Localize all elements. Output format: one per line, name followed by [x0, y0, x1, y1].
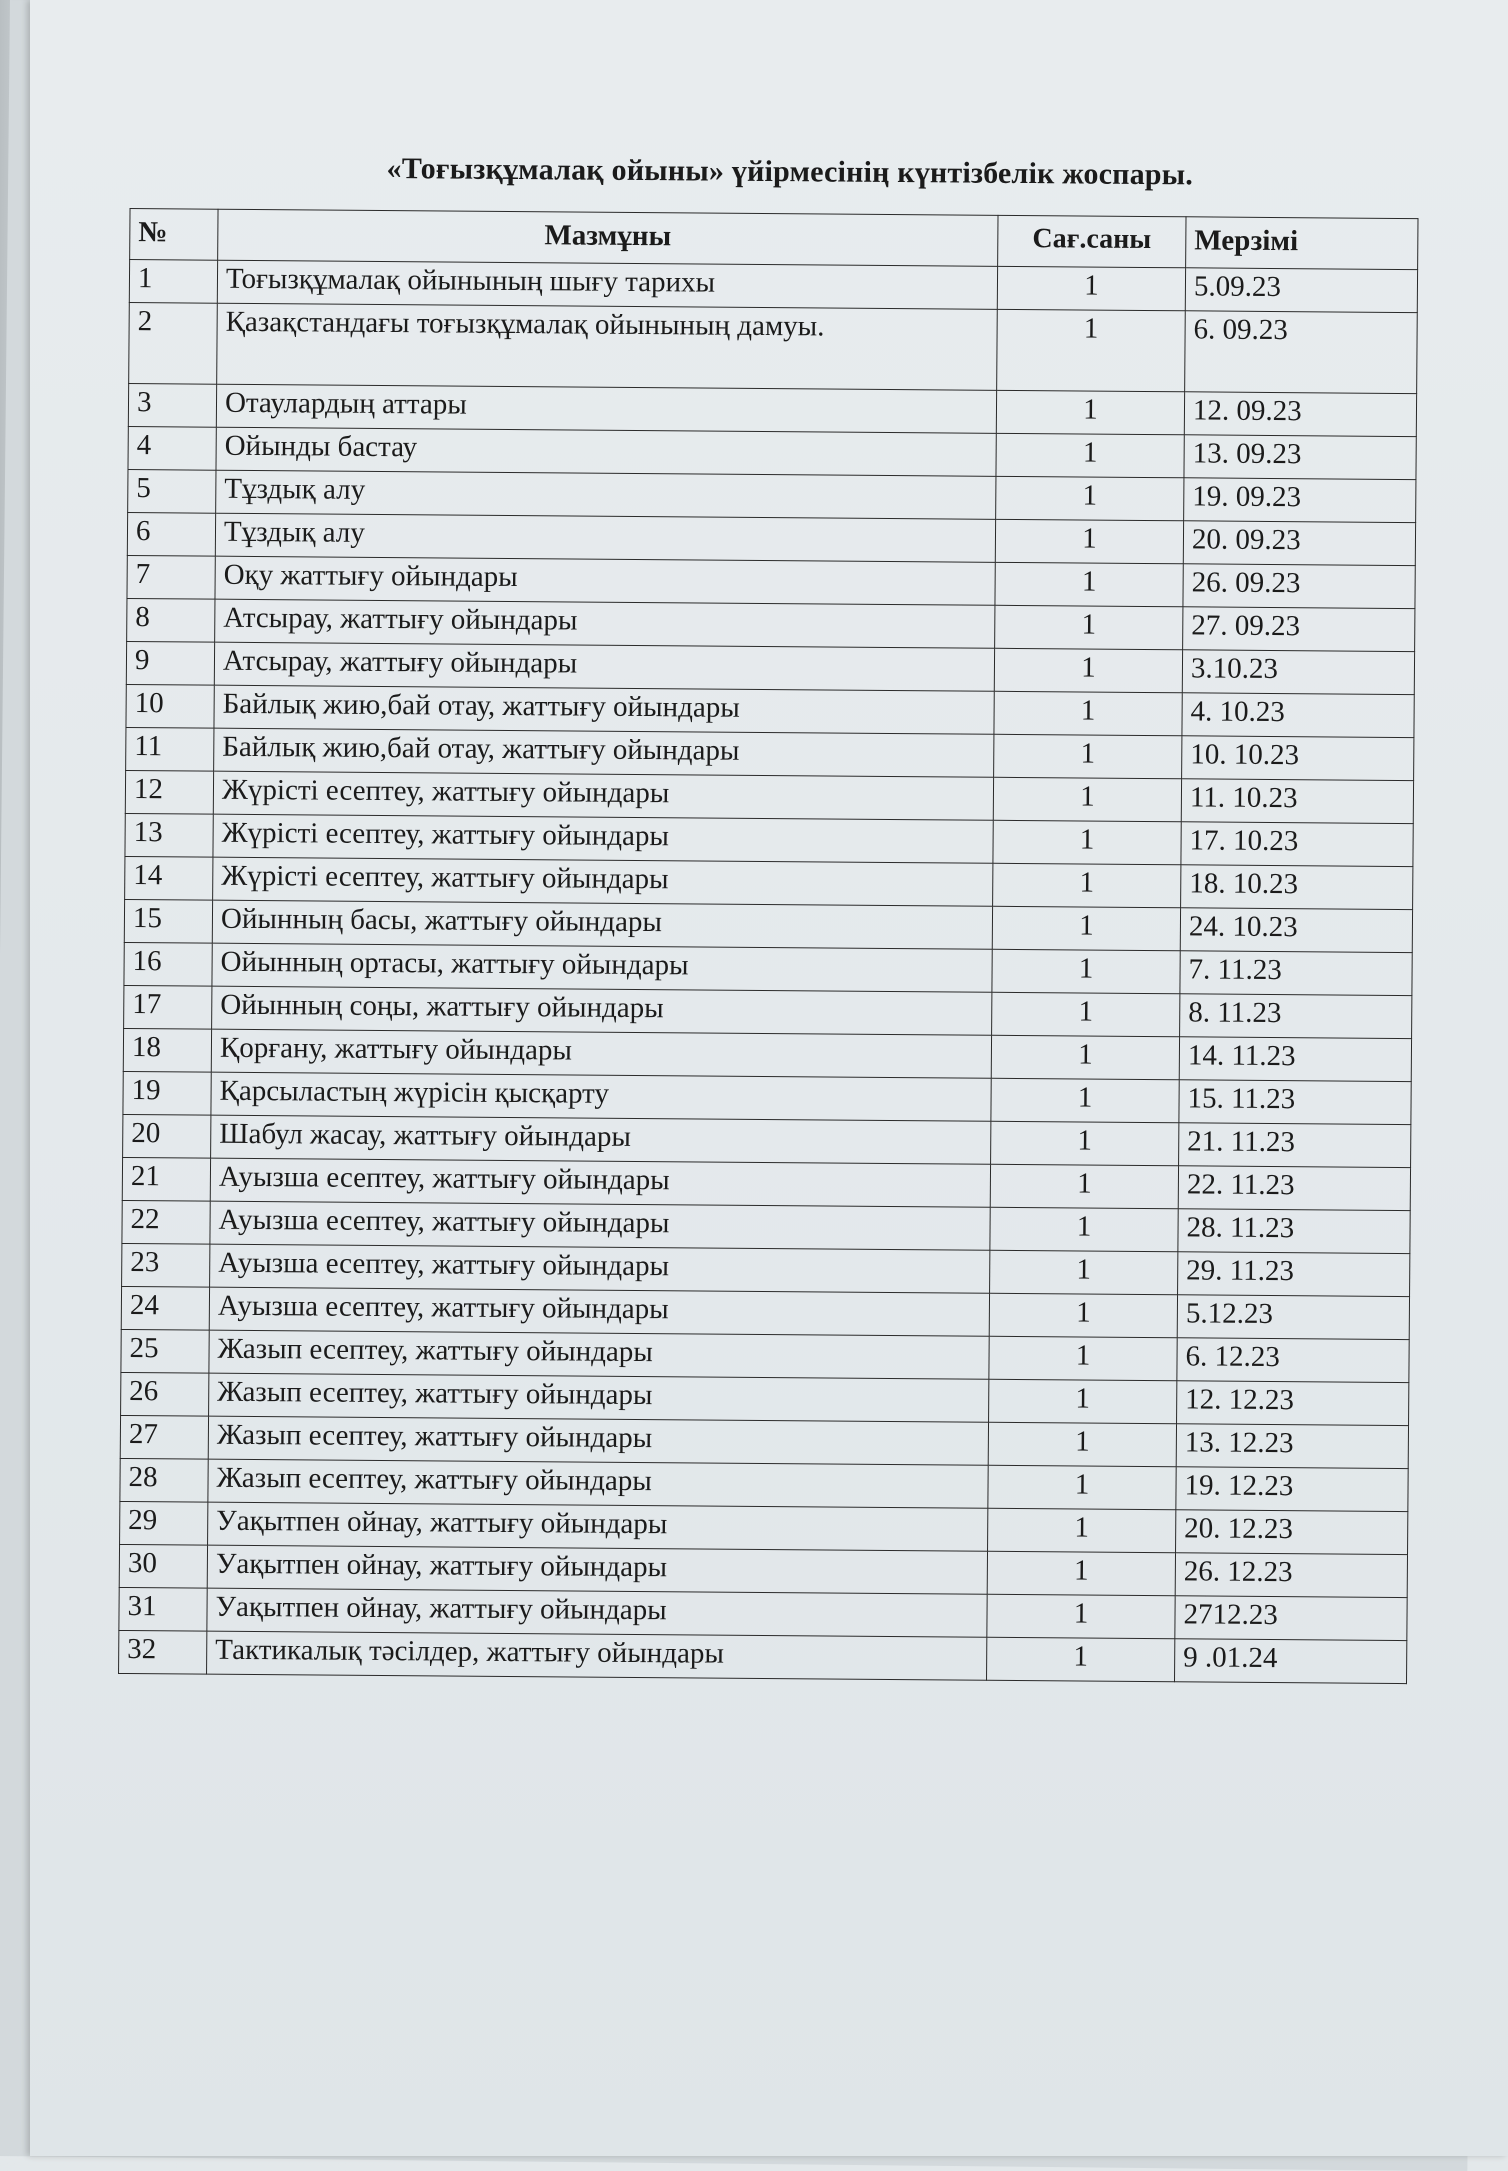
row-content: Ойынды бастау [216, 427, 996, 476]
row-hours: 1 [991, 1121, 1179, 1165]
row-date: 15. 11.23 [1179, 1080, 1411, 1125]
row-number: 2 [129, 302, 218, 384]
row-hours: 1 [992, 906, 1180, 950]
row-number: 20 [123, 1114, 211, 1158]
row-hours: 1 [997, 309, 1186, 391]
row-number: 21 [122, 1157, 210, 1201]
row-hours: 1 [988, 1422, 1176, 1466]
document-page [30, 0, 1508, 2156]
row-number: 10 [126, 684, 214, 728]
row-hours: 1 [993, 863, 1181, 907]
row-content: Жазып есептеу, жаттығу ойындары [208, 1459, 988, 1508]
table-row [119, 1630, 1407, 1683]
row-hours: 1 [987, 1637, 1175, 1681]
row-content: Ойынның соңы, жаттығу ойындары [212, 986, 992, 1035]
row-number: 22 [122, 1200, 210, 1244]
row-content: Жазып есептеу, жаттығу ойындары [208, 1416, 988, 1465]
row-date: 14. 11.23 [1179, 1037, 1411, 1082]
row-content: Қорғану, жаттығу ойындары [211, 1029, 991, 1078]
row-date: 28. 11.23 [1178, 1209, 1410, 1254]
row-date: 19. 09.23 [1184, 478, 1416, 523]
row-content: Байлық жию,бай отау, жаттығу ойындары [214, 685, 994, 734]
row-hours: 1 [991, 1078, 1179, 1122]
row-content: Уақытпен ойнау, жаттығу ойындары [207, 1545, 987, 1594]
document-title: «Тоғызқұмалақ ойыны» үйірмесінің күнтізбелік жоспары. [386, 152, 1194, 192]
row-date: 13. 12.23 [1176, 1424, 1408, 1469]
row-hours: 1 [987, 1594, 1175, 1638]
document-content [118, 150, 1450, 1684]
row-content: Тұздық алу [216, 470, 996, 519]
row-date: 18. 10.23 [1181, 865, 1413, 910]
row-number: 5 [128, 469, 216, 513]
row-date: 20. 12.23 [1176, 1510, 1408, 1555]
row-hours: 1 [989, 1379, 1177, 1423]
row-date: 29. 11.23 [1178, 1252, 1410, 1297]
row-date: 4. 10.23 [1182, 693, 1414, 738]
row-date: 9 .01.24 [1175, 1639, 1407, 1684]
row-content: Жазып есептеу, жаттығу ойындары [209, 1330, 989, 1379]
row-number: 12 [125, 770, 213, 814]
calendar-plan-table [118, 208, 1418, 1684]
row-content: Ойынның ортасы, жаттығу ойындары [212, 943, 992, 992]
row-number: 27 [120, 1415, 208, 1459]
row-content: Тоғызқұмалақ ойынының шығу тарихы [217, 260, 997, 309]
row-date: 6. 09.23 [1185, 311, 1418, 394]
row-content: Ойынның басы, жаттығу ойындары [212, 900, 992, 949]
row-number: 8 [127, 598, 215, 642]
row-date: 6. 12.23 [1177, 1338, 1409, 1383]
row-number: 26 [121, 1372, 209, 1416]
row-date: 13. 09.23 [1184, 435, 1416, 480]
row-date: 26. 09.23 [1183, 564, 1415, 609]
row-hours: 1 [996, 433, 1184, 477]
row-number: 14 [125, 856, 213, 900]
row-date: 8. 11.23 [1180, 994, 1412, 1039]
row-content: Тұздық алу [215, 513, 995, 562]
row-content: Атсырау, жаттығу ойындары [215, 599, 995, 648]
row-hours: 1 [997, 266, 1185, 310]
row-content: Ауызша есептеу, жаттығу ойындары [210, 1244, 990, 1293]
row-content: Ауызша есептеу, жаттығу ойындары [209, 1287, 989, 1336]
row-hours: 1 [994, 734, 1182, 778]
row-hours: 1 [995, 519, 1183, 563]
row-number: 29 [120, 1501, 208, 1545]
row-number: 11 [126, 727, 214, 771]
row-number: 28 [120, 1458, 208, 1502]
row-hours: 1 [994, 648, 1182, 692]
row-hours: 1 [996, 476, 1184, 520]
row-number: 23 [122, 1243, 210, 1287]
row-number: 7 [127, 555, 215, 599]
row-content: Тактикалық тәсілдер, жаттығу ойындары [207, 1631, 987, 1680]
row-hours: 1 [994, 691, 1182, 735]
row-number: 32 [119, 1630, 207, 1674]
row-hours: 1 [990, 1250, 1178, 1294]
row-hours: 1 [990, 1207, 1178, 1251]
row-number: 24 [121, 1286, 209, 1330]
row-number: 4 [128, 426, 216, 470]
row-number: 3 [128, 383, 216, 427]
row-content: Атсырау, жаттығу ойындары [214, 642, 994, 691]
row-content: Қарсыластың жүрісін қысқарту [211, 1072, 991, 1121]
row-date: 26. 12.23 [1175, 1553, 1407, 1598]
row-date: 22. 11.23 [1178, 1166, 1410, 1211]
row-hours: 1 [988, 1508, 1176, 1552]
row-date: 5.09.23 [1185, 268, 1417, 313]
row-date: 19. 12.23 [1176, 1467, 1408, 1512]
row-number: 19 [123, 1071, 211, 1115]
row-number: 9 [126, 641, 214, 685]
row-hours: 1 [989, 1293, 1177, 1337]
header-date: Мерзімі [1186, 217, 1418, 270]
row-hours: 1 [988, 1465, 1176, 1509]
row-hours: 1 [995, 605, 1183, 649]
table-body [119, 260, 1418, 1684]
row-date: 11. 10.23 [1181, 779, 1413, 824]
row-content: Қазақстандағы тоғызқұмалақ ойынының дамуы. [217, 303, 998, 390]
header-number: № [130, 209, 218, 261]
row-content: Жүрісті есептеу, жаттығу ойындары [213, 857, 993, 906]
row-date: 5.12.23 [1177, 1295, 1409, 1340]
row-number: 6 [127, 512, 215, 556]
row-content: Жазып есептеу, жаттығу ойындары [209, 1373, 989, 1422]
row-date: 21. 11.23 [1179, 1123, 1411, 1168]
row-hours: 1 [993, 777, 1181, 821]
row-number: 1 [129, 260, 217, 304]
row-content: Жүрісті есептеу, жаттығу ойындары [213, 771, 993, 820]
row-number: 15 [124, 899, 212, 943]
row-number: 16 [124, 942, 212, 986]
row-date: 7. 11.23 [1180, 951, 1412, 996]
row-date: 24. 10.23 [1180, 908, 1412, 953]
row-content: Отаулардың аттары [216, 384, 996, 433]
row-date: 12. 12.23 [1177, 1381, 1409, 1426]
row-hours: 1 [995, 562, 1183, 606]
row-hours: 1 [989, 1336, 1177, 1380]
row-date: 27. 09.23 [1183, 607, 1415, 652]
header-content: Мазмұны [218, 209, 998, 266]
row-content: Жүрісті есептеу, жаттығу ойындары [213, 814, 993, 863]
row-date: 3.10.23 [1182, 650, 1414, 695]
row-hours: 1 [992, 992, 1180, 1036]
row-content: Уақытпен ойнау, жаттығу ойындары [208, 1502, 988, 1551]
row-number: 31 [119, 1587, 207, 1631]
row-date: 17. 10.23 [1181, 822, 1413, 867]
row-date: 20. 09.23 [1183, 521, 1415, 566]
row-hours: 1 [992, 949, 1180, 993]
row-number: 13 [125, 813, 213, 857]
table-row [129, 302, 1418, 393]
row-hours: 1 [993, 820, 1181, 864]
row-content: Ауызша есептеу, жаттығу ойындары [210, 1158, 990, 1207]
row-hours: 1 [991, 1035, 1179, 1079]
row-date: 12. 09.23 [1184, 392, 1416, 437]
row-number: 18 [123, 1028, 211, 1072]
header-hours: Сағ.саны [998, 215, 1186, 267]
row-hours: 1 [996, 390, 1184, 434]
row-date: 2712.23 [1175, 1596, 1407, 1641]
row-content: Шабул жасау, жаттығу ойындары [211, 1115, 991, 1164]
row-date: 10. 10.23 [1182, 736, 1414, 781]
row-content: Оқу жаттығу ойындары [215, 556, 995, 605]
row-number: 25 [121, 1329, 209, 1373]
row-hours: 1 [987, 1551, 1175, 1595]
row-content: Байлық жию,бай отау, жаттығу ойындары [214, 728, 994, 777]
row-number: 30 [119, 1544, 207, 1588]
row-number: 17 [124, 985, 212, 1029]
row-content: Ауызша есептеу, жаттығу ойындары [210, 1201, 990, 1250]
row-hours: 1 [990, 1164, 1178, 1208]
row-content: Уақытпен ойнау, жаттығу ойындары [207, 1588, 987, 1637]
